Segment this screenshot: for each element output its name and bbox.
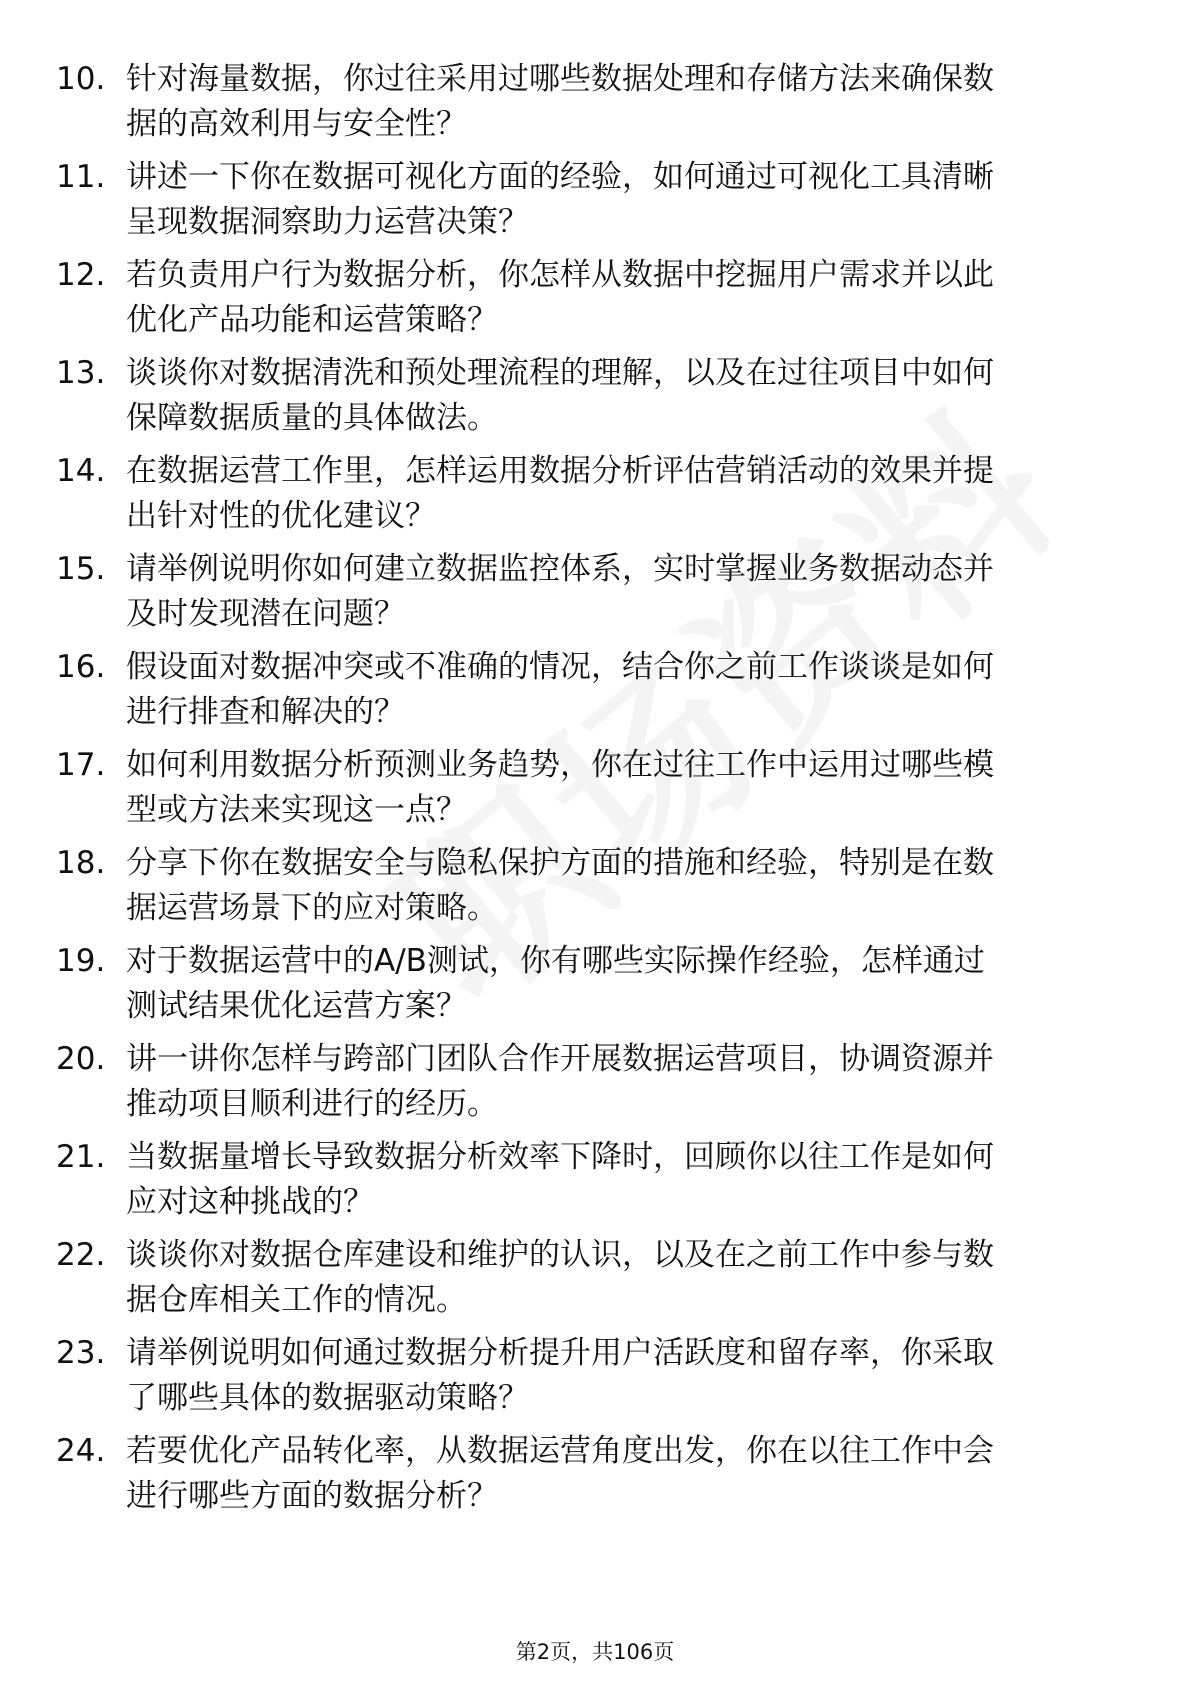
list-item (56, 449, 1136, 547)
question-number: 23. (56, 1335, 106, 1371)
question-number: 17. (56, 747, 106, 783)
list-item (56, 1037, 1136, 1135)
question-text: 假设面对数据冲突或不准确的情况，结合你之前工作谈谈是如何 进行排查和解决的？ (126, 649, 994, 730)
question-text: 若负责用户行为数据分析，你怎样从数据中挖掘用户需求并以此 优化产品功能和运营策略？ (126, 257, 994, 338)
list-item (56, 743, 1136, 841)
question-text: 谈谈你对数据清洗和预处理流程的理解，以及在过往项目中如何 保障数据质量的具体做法。 (126, 355, 994, 436)
list-item (56, 253, 1136, 351)
question-number: 24. (56, 1433, 106, 1469)
question-number: 22. (56, 1237, 106, 1273)
question-text: 针对海量数据，你过往采用过哪些数据处理和存储方法来确保数 据的高效利用与安全性？ (126, 61, 994, 142)
question-text: 对于数据运营中的A/B测试，你有哪些实际操作经验，怎样通过 测试结果优化运营方案？ (126, 943, 985, 1024)
question-number: 16. (56, 649, 106, 685)
question-text: 请举例说明如何通过数据分析提升用户活跃度和留存率，你采取 了哪些具体的数据驱动策略？ (126, 1335, 994, 1416)
list-item (56, 351, 1136, 449)
list-item (56, 57, 1136, 155)
list-item (56, 939, 1136, 1037)
list-item (56, 155, 1136, 253)
question-text: 分享下你在数据安全与隐私保护方面的措施和经验，特别是在数 据运营场景下的应对策略。 (126, 845, 994, 926)
question-number: 20. (56, 1041, 106, 1077)
question-number: 12. (56, 257, 106, 293)
question-text: 谈谈你对数据仓库建设和维护的认识，以及在之前工作中参与数 据仓库相关工作的情况。 (126, 1237, 994, 1318)
question-text: 请举例说明你如何建立数据监控体系，实时掌握业务数据动态并 及时发现潜在问题？ (126, 551, 994, 632)
question-number: 19. (56, 943, 106, 979)
list-item (56, 547, 1136, 645)
question-number: 21. (56, 1139, 106, 1175)
list-item (56, 1233, 1136, 1331)
list-item (56, 1135, 1136, 1233)
question-number: 14. (56, 453, 106, 489)
question-number: 11. (56, 159, 106, 195)
question-text: 讲述一下你在数据可视化方面的经验，如何通过可视化工具清晰 呈现数据洞察助力运营决策？ (126, 159, 994, 240)
question-text: 如何利用数据分析预测业务趋势，你在过往工作中运用过哪些模 型或方法来实现这一点？ (126, 747, 994, 828)
question-text: 讲一讲你怎样与跨部门团队合作开展数据运营项目，协调资源并 推动项目顺利进行的经历。 (126, 1041, 994, 1122)
page-footer: 第2页，共106页 (515, 1640, 675, 1664)
list-item (56, 645, 1136, 743)
list-item (56, 841, 1136, 939)
list-item (56, 1331, 1136, 1429)
question-list (56, 57, 1136, 1527)
question-number: 15. (56, 551, 106, 587)
list-item (56, 1429, 1136, 1527)
question-number: 18. (56, 845, 106, 881)
question-number: 13. (56, 355, 106, 391)
question-number: 10. (56, 61, 106, 97)
question-text: 当数据量增长导致数据分析效率下降时，回顾你以往工作是如何 应对这种挑战的？ (126, 1139, 994, 1220)
question-text: 在数据运营工作里，怎样运用数据分析评估营销活动的效果并提 出针对性的优化建议？ (126, 453, 994, 534)
question-text: 若要优化产品转化率，从数据运营角度出发，你在以往工作中会 进行哪些方面的数据分析？ (126, 1433, 994, 1514)
